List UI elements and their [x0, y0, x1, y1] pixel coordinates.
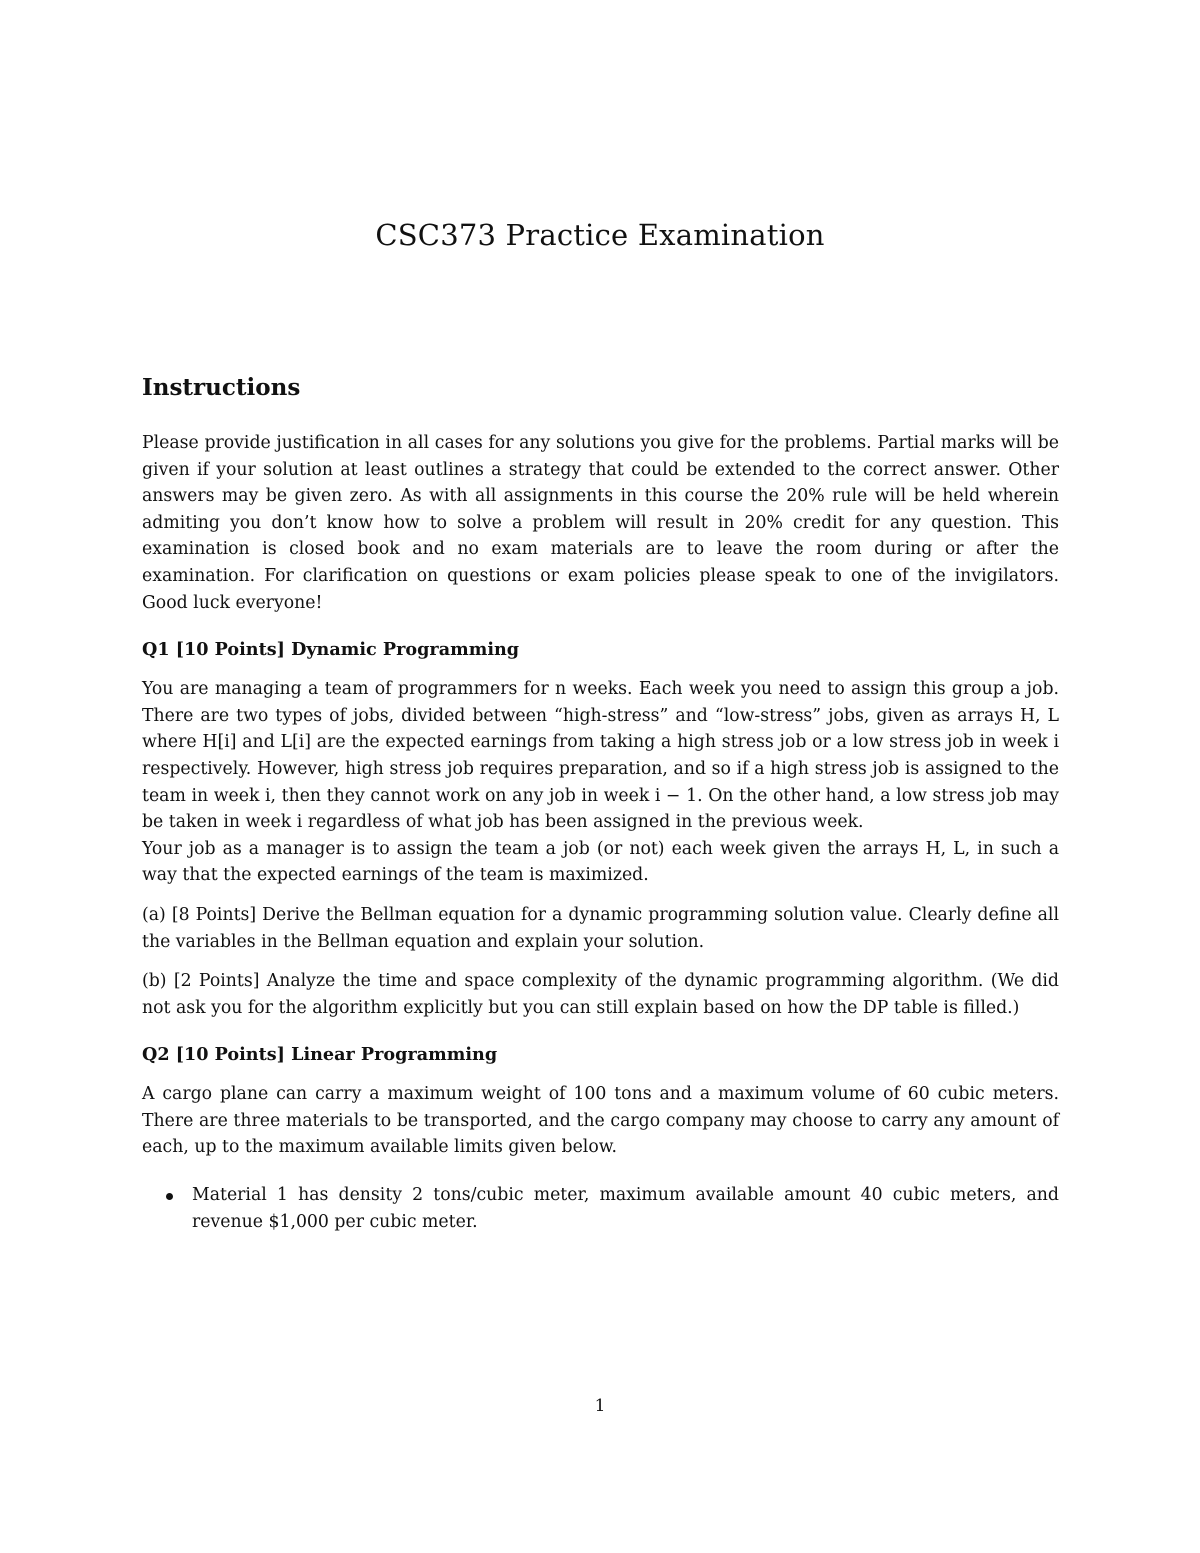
q1-part-a	[142, 902, 1059, 955]
list-item	[142, 1182, 1059, 1235]
q1-paragraph-1: You are managing a team of programmers for n weeks. Each week you need to assign this group a job. There are two types of jobs, divided between “high-stress” and “low-stress” jobs, given as arrays H, L where H[i] and L[i] are the expected earnings from taking a high stress job or a low stress job in week i respectively. However, high stress job requires preparation, and so if a high stress job is assigned to the team in week i, then they cannot work on any job in week i − 1. On the other hand, a low stress job may be taken in week i regardless of what job has been assigned in the previous week.	[142, 679, 1059, 833]
q2-material-1-text: Material 1 has density 2 tons/cubic meter, maximum available amount 40 cubic meters, and revenue $1,000 per cubic meter.	[192, 1185, 1059, 1232]
q1-part-b-text: [2 Points] Analyze the time and space complexity of the dynamic programming algorithm. (We did not ask you for the algorithm explicitly but you can still explain based on how the DP table is filled.)	[142, 971, 1059, 1018]
q2-paragraph: A cargo plane can carry a maximum weight of 100 tons and a maximum volume of 60 cubic meters. There are three materials to be transported, and the cargo company may choose to carry any amount of each, up to the maximum available limits given below.	[142, 1084, 1059, 1158]
q2-material-list	[142, 1182, 1059, 1235]
document-title: CSC373 Practice Examination	[375, 218, 825, 252]
bullet-icon	[166, 1193, 173, 1200]
document-body	[142, 372, 1059, 1235]
page-number: 1	[594, 1396, 606, 1416]
q1-heading: Q1 [10 Points] Dynamic Programming	[142, 639, 520, 661]
q2-heading: Q2 [10 Points] Linear Programming	[142, 1044, 498, 1066]
q1-part-b-label: (b)	[142, 971, 167, 992]
instructions-paragraph: Please provide justification in all cases for any solutions you give for the problems. Partial marks will be given if your solution at least outlines a strategy that could be extended to the correct answer. Other answers may be given zero. As with all assignments in this course the 20% rule will be held wherein admiting you don’t know how to solve a problem will result in 20% credit for any question. This examination is closed book and no exam materials are to leave the room during or after the examination. For clarification on questions or exam policies please speak to one of the invigilators. Good luck everyone!	[142, 433, 1059, 613]
instructions-heading: Instructions	[142, 374, 301, 401]
q1-part-b	[142, 968, 1059, 1021]
q1-paragraph-2: Your job as a manager is to assign the team a job (or not) each week given the arrays H, L, in such a way that the expected earnings of the team is maximized.	[142, 838, 1059, 886]
q1-part-a-label: (a)	[142, 904, 166, 925]
q1-part-a-text: [8 Points] Derive the Bellman equation for a dynamic programming solution value. Clearly define all the variables in the Bellman equation and explain your solution.	[142, 904, 1059, 952]
